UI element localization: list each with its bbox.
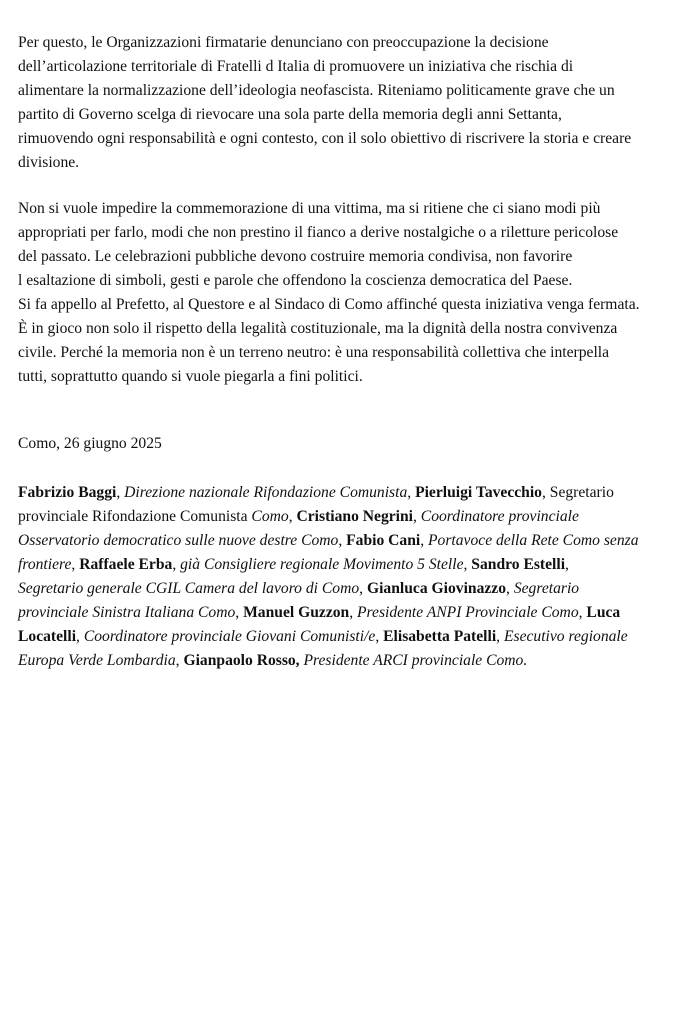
separator: , (235, 604, 244, 621)
separator: , (71, 556, 80, 573)
text-line: partito di Governo scelga di rievocare una sola parte della memoria degli anni Settanta, (18, 106, 562, 123)
signatory-role: Segretario generale CGIL Camera del lavoro di Como (18, 580, 360, 597)
signatories-block (18, 481, 639, 673)
signatory-text: , Segretario (541, 484, 614, 501)
text-line: divisione. (18, 154, 80, 171)
signatories-line (18, 505, 639, 529)
signatories-line (18, 649, 639, 673)
separator: , (288, 508, 297, 525)
separator: , (420, 532, 429, 549)
separator: , (338, 532, 347, 549)
signatory-role: frontiere (18, 556, 72, 573)
separator: , (578, 604, 587, 621)
signatory-role: Esecutivo regionale (503, 628, 628, 645)
separator: , (496, 628, 504, 645)
date-line: Como, 26 giugno 2025 (18, 435, 162, 452)
signatory-name: Luca (586, 604, 621, 621)
separator: , (76, 628, 84, 645)
signatory-name: Gianluca Giovinazzo (366, 580, 507, 597)
separator: , (375, 628, 384, 645)
text-line: Si fa appello al Prefetto, al Questore e al Sindaco di Como affinché questa iniziativa venga fermata. (18, 296, 640, 313)
text-line: l esaltazione di simboli, gesti e parole che offendono la coscienza democratica del Paese. (18, 272, 573, 289)
paragraph-denuncia (18, 31, 631, 175)
signatory-name: Raffaele Erba (79, 556, 173, 573)
signatories-line (18, 553, 639, 577)
signatories-line (18, 601, 639, 625)
separator: , (349, 604, 358, 621)
signatory-name: Sandro Estelli (471, 556, 566, 573)
signatories-line (18, 625, 639, 649)
separator: , (413, 508, 421, 525)
signatory-name: Fabio Cani (346, 532, 421, 549)
signatory-role: Osservatorio democratico sulle nuove destre Como (18, 532, 339, 549)
signatory-role: Portavoce della Rete Como senza (428, 532, 639, 549)
text-line: tutti, soprattutto quando si vuole piegarla a fini politici. (18, 368, 363, 385)
signatory-role: Presidente ARCI provinciale Como. (303, 652, 528, 669)
signatory-role: Coordinatore provinciale Giovani Comunisti/e (83, 628, 376, 645)
signatory-name: Gianpaolo Rosso, (183, 652, 300, 669)
separator: , (359, 580, 367, 597)
signatory-text: provinciale Rifondazione Comunista (18, 508, 252, 525)
signatory-name: Pierluigi Tavecchio (415, 484, 542, 501)
separator: , (506, 580, 514, 597)
signatory-role: Presidente ANPI Provinciale Como (357, 604, 579, 621)
signatories-line (18, 481, 639, 505)
text-line: appropriati per farlo, modi che non prestino il fianco a derive nostalgiche o a riletture pericolose (18, 224, 619, 241)
signatory-role: Segretario (513, 580, 580, 597)
separator: , (463, 556, 472, 573)
signatories-line (18, 529, 639, 553)
signatory-role: Como (251, 508, 289, 525)
separator: , (172, 556, 181, 573)
text-line: Per questo, le Organizzazioni firmatarie denunciano con preoccupazione la decisione (18, 34, 549, 51)
signatory-role: provinciale Sinistra Italiana Como (18, 604, 236, 621)
signatory-name: Fabrizio Baggi (18, 484, 117, 501)
signatory-name: Manuel Guzzon (243, 604, 350, 621)
signatory-name: Locatelli (18, 628, 77, 645)
separator: , (175, 652, 184, 669)
separator: , (407, 484, 416, 501)
signatory-name: Cristiano Negrini (296, 508, 413, 525)
text-line: del passato. Le celebrazioni pubbliche devono costruire memoria condivisa, non favorire (18, 248, 573, 265)
signatory-role: Coordinatore provinciale (420, 508, 579, 525)
text-line: Non si vuole impedire la commemorazione di una vittima, ma si ritiene che ci siano modi più (18, 200, 601, 217)
signatory-name: Elisabetta Patelli (383, 628, 497, 645)
paragraph-appello (18, 197, 640, 389)
signatory-role: Direzione nazionale Rifondazione Comunista (124, 484, 408, 501)
text-line: civile. Perché la memoria non è un terreno neutro: è una responsabilità collettiva che interpella (18, 344, 610, 361)
text-line: alimentare la normalizzazione dell’ideologia neofascista. Riteniamo politicamente grave che un (18, 82, 615, 99)
signatory-role: Europa Verde Lombardia (18, 652, 176, 669)
separator: , (116, 484, 125, 501)
signatories-line (18, 577, 639, 601)
text-line: dell’articolazione territoriale di Fratelli d Italia di promuovere un iniziativa che rischia di (18, 58, 574, 75)
text-line: rimuovendo ogni responsabilità e ogni contesto, con il solo obiettivo di riscrivere la storia e creare (18, 130, 632, 147)
signatory-role: già Consigliere regionale Movimento 5 Stelle (180, 556, 464, 573)
text-line: È in gioco non solo il rispetto della legalità costituzionale, ma la dignità della nostra convivenza (18, 320, 618, 337)
separator: , (565, 556, 569, 573)
